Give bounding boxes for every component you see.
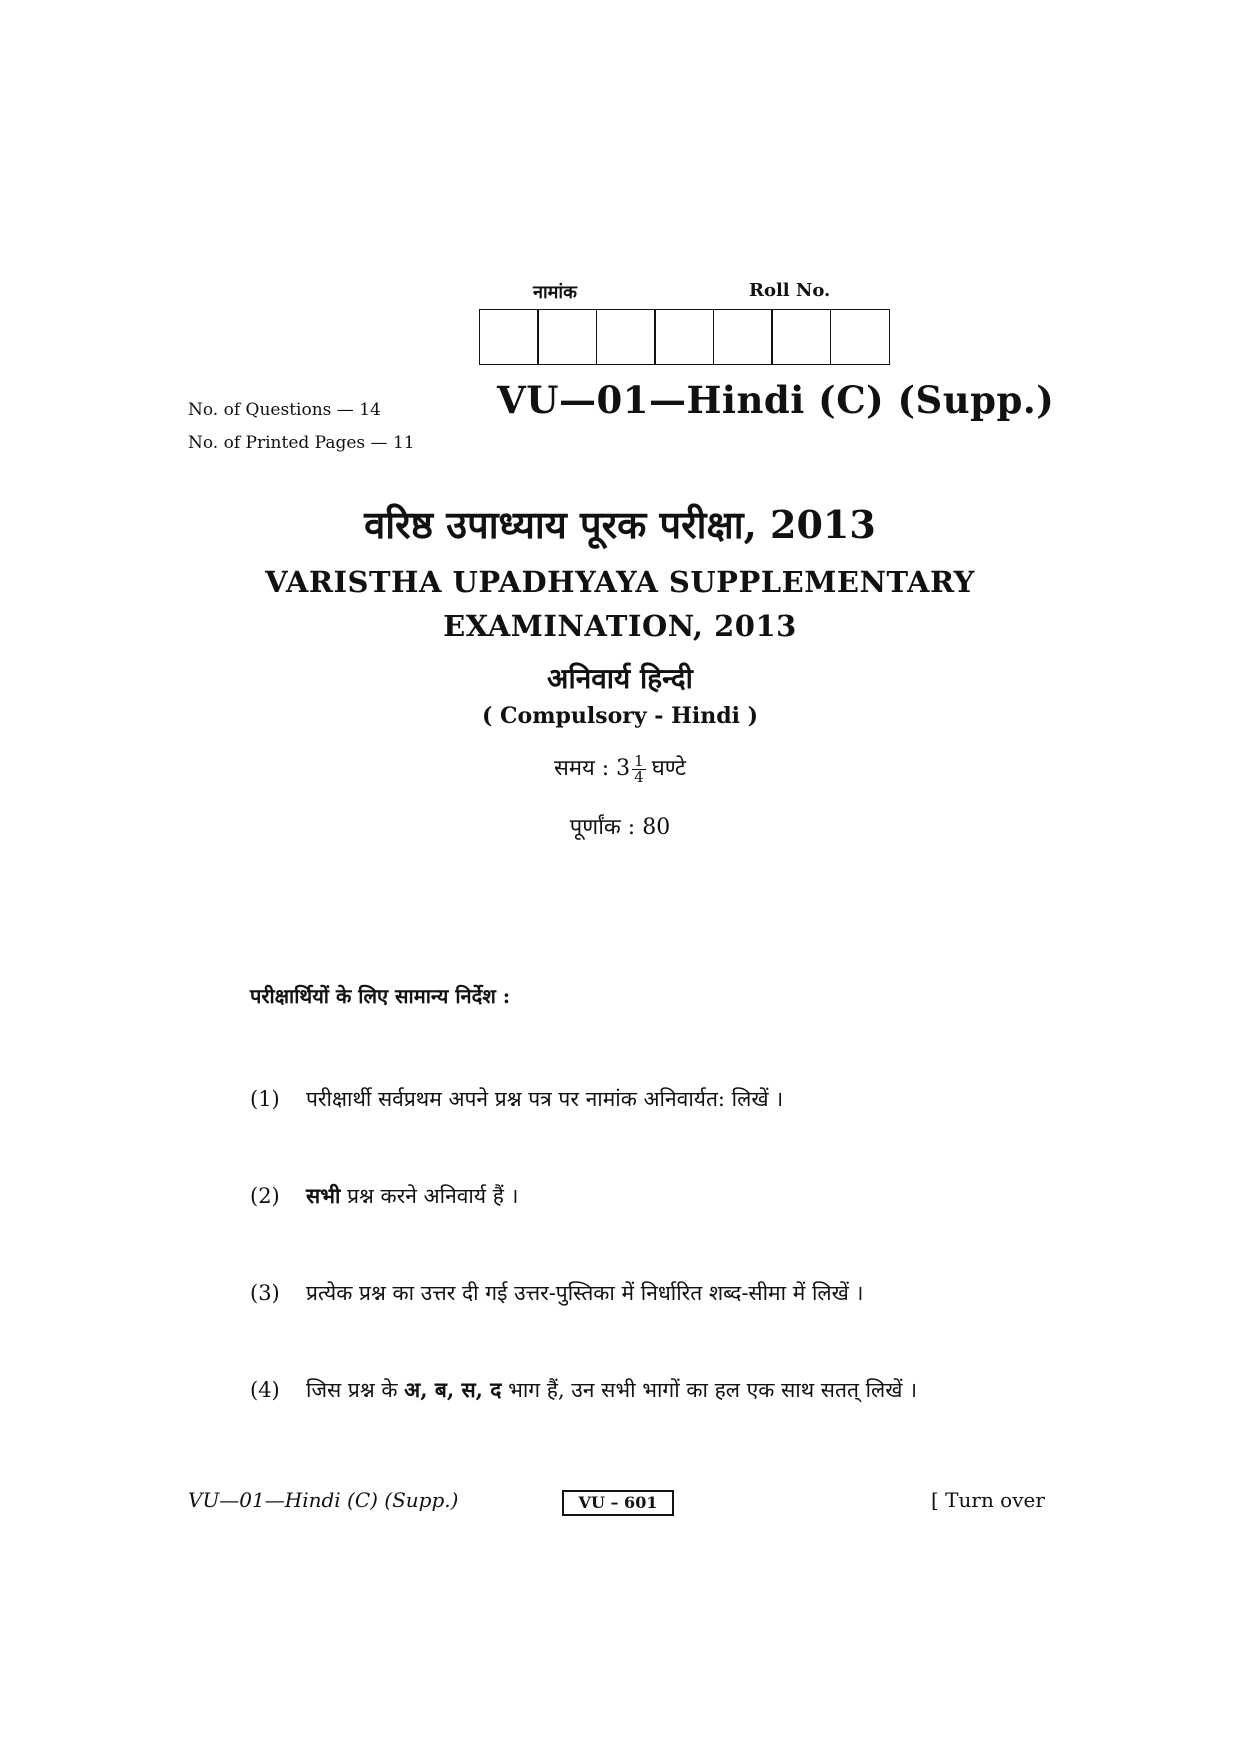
roll-label-english: Roll No. (749, 280, 831, 301)
duration-fraction (632, 751, 646, 786)
exam-duration (0, 752, 1240, 785)
number-of-questions: No. of Questions — 14 (188, 400, 381, 420)
instruction-number: (3) (250, 1281, 280, 1305)
fraction-numerator: 1 (634, 751, 644, 770)
instruction-number: (2) (250, 1184, 280, 1208)
duration-unit: घण्टे (651, 756, 687, 781)
roll-box[interactable] (537, 309, 597, 365)
roll-label-hindi: नामांक (533, 282, 577, 303)
instruction-text-pre: जिस प्रश्न के (306, 1378, 405, 1402)
instruction-item (250, 1279, 863, 1307)
paper-code: VU—01—Hindi (C) (Supp.) (497, 378, 1055, 422)
roll-box[interactable] (713, 309, 773, 365)
instruction-bold: अ, ब, स, द (404, 1377, 502, 1402)
full-marks: पूर्णांक : 80 (569, 815, 671, 840)
exam-title-hindi: वरिष्ठ उपाध्याय पूरक परीक्षा, 2013 (364, 502, 876, 547)
roll-box[interactable] (596, 309, 656, 365)
instructions-heading: परीक्षार्थियों के लिए सामान्य निर्देश : (250, 984, 511, 1008)
subject-hindi: अनिवार्य हिन्दी (547, 662, 693, 695)
exam-title-english-line2: EXAMINATION, 2013 (443, 609, 797, 643)
instruction-bold: सभी (306, 1183, 341, 1208)
instruction-text: प्रत्येक प्रश्न का उत्तर दी गई उत्तर-पुस्तिका में निर्धारित शब्द-सीमा में लिखें । (306, 1281, 864, 1305)
fraction-denominator: 4 (634, 767, 644, 786)
turn-over-note: [ Turn over (931, 1488, 1045, 1512)
instruction-number: (4) (250, 1378, 280, 1402)
roll-box[interactable] (771, 309, 831, 365)
footer-paper-code: VU—01—Hindi (C) (Supp.) (188, 1488, 459, 1512)
roll-box[interactable] (654, 309, 714, 365)
roll-number-boxes[interactable] (480, 309, 890, 365)
instruction-text: भाग हैं, उन सभी भागों का हल एक साथ सतत् लिखें । (501, 1378, 918, 1402)
number-of-pages: No. of Printed Pages — 11 (188, 433, 415, 453)
instruction-text: परीक्षार्थी सर्वप्रथम अपने प्रश्न पत्र पर नामांक अनिवार्यत: लिखें । (306, 1087, 784, 1111)
instruction-item (250, 1182, 519, 1210)
subject-english: ( Compulsory - Hindi ) (481, 703, 759, 729)
roll-box[interactable] (479, 309, 539, 365)
instruction-number: (1) (250, 1087, 280, 1111)
roll-box[interactable] (830, 309, 890, 365)
duration-label: समय : 3 (553, 756, 631, 781)
instruction-item (250, 1085, 783, 1113)
footer-code-box: VU – 601 (562, 1490, 674, 1516)
exam-title-english-line1: VARISTHA UPADHYAYA SUPPLEMENTARY (265, 565, 975, 599)
instruction-item (250, 1376, 917, 1404)
instruction-text: प्रश्न करने अनिवार्य हैं । (340, 1184, 519, 1208)
